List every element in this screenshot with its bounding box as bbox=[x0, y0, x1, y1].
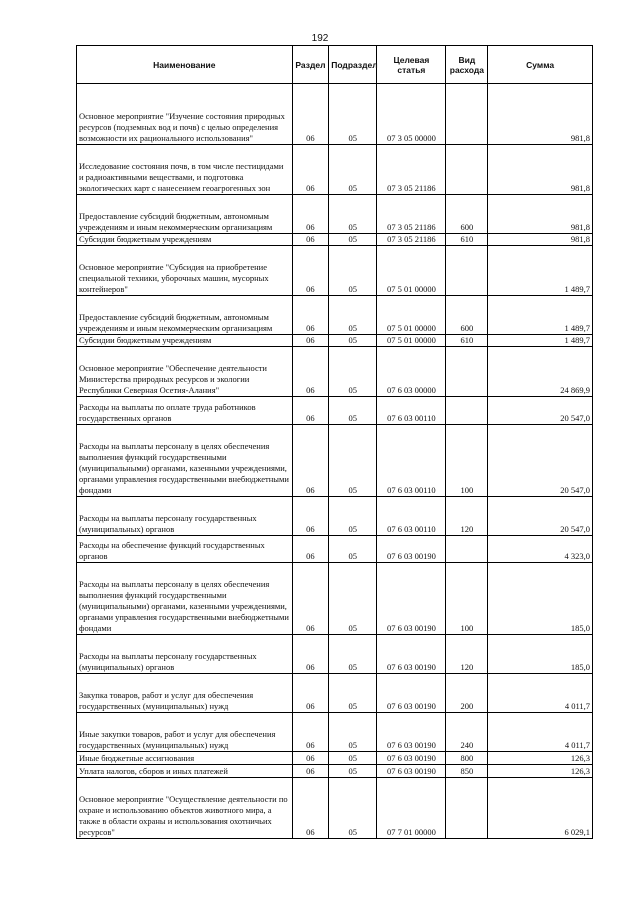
row-target: 07 3 05 21186 bbox=[377, 195, 446, 234]
row-name: Предоставление субсидий бюджетным, автономным учреждениям и иным некоммерческим организациям bbox=[77, 195, 293, 234]
row-subsection: 05 bbox=[329, 497, 377, 536]
row-target: 07 6 03 00000 bbox=[377, 347, 446, 397]
header-subsection: Подраздел bbox=[329, 46, 377, 84]
row-amount: 126,3 bbox=[488, 752, 593, 765]
row-name: Расходы на выплаты персоналу в целях обеспечения выполнения функций государственными (муниципальными) органами, казенными учреждениями, органами управления государственными внебюджетными фондами bbox=[77, 563, 293, 635]
row-subsection: 05 bbox=[329, 347, 377, 397]
row-subsection: 05 bbox=[329, 84, 377, 145]
table-row bbox=[77, 765, 593, 778]
row-expense-type: 800 bbox=[446, 752, 488, 765]
row-name: Расходы на выплаты персоналу государственных (муниципальных) органов bbox=[77, 635, 293, 674]
row-name: Основное мероприятие "Обеспечение деятельности Министерства природных ресурсов и экологии Республики Северная Осетия-Алания" bbox=[77, 347, 293, 397]
table-row bbox=[77, 397, 593, 425]
row-expense-type bbox=[446, 246, 488, 296]
row-name: Расходы на выплаты персоналу в целях обеспечения выполнения функций государственными (муниципальными) органами, казенными учреждениями, органами управления государственными внебюджетными фондами bbox=[77, 425, 293, 497]
table-row bbox=[77, 246, 593, 296]
table-row bbox=[77, 335, 593, 347]
row-expense-type: 100 bbox=[446, 563, 488, 635]
table-row bbox=[77, 635, 593, 674]
row-target: 07 7 01 00000 bbox=[377, 778, 446, 839]
row-section: 06 bbox=[292, 536, 329, 563]
row-target: 07 6 03 00190 bbox=[377, 752, 446, 765]
row-name: Субсидии бюджетным учреждениям bbox=[77, 234, 293, 246]
page-number: 192 bbox=[311, 33, 329, 44]
row-section: 06 bbox=[292, 234, 329, 246]
row-section: 06 bbox=[292, 84, 329, 145]
row-subsection: 05 bbox=[329, 635, 377, 674]
row-section: 06 bbox=[292, 497, 329, 536]
row-expense-type: 600 bbox=[446, 195, 488, 234]
row-name: Предоставление субсидий бюджетным, автономным учреждениям и иным некоммерческим организациям bbox=[77, 296, 293, 335]
row-name: Исследование состояния почв, в том числе пестицидами и радиоактивными веществами, и подготовка экологических карт с нанесением геоагрогенных зон bbox=[77, 145, 293, 195]
row-section: 06 bbox=[292, 335, 329, 347]
row-name: Уплата налогов, сборов и иных платежей bbox=[77, 765, 293, 778]
table-row bbox=[77, 425, 593, 497]
row-section: 06 bbox=[292, 674, 329, 713]
row-section: 06 bbox=[292, 778, 329, 839]
row-name: Закупка товаров, работ и услуг для обеспечения государственных (муниципальных) нужд bbox=[77, 674, 293, 713]
header-target: Целевая статья bbox=[377, 46, 446, 84]
row-amount: 20 547,0 bbox=[488, 425, 593, 497]
row-expense-type bbox=[446, 778, 488, 839]
row-amount: 20 547,0 bbox=[488, 397, 593, 425]
row-expense-type: 610 bbox=[446, 234, 488, 246]
row-name: Расходы на выплаты по оплате труда работников государственных органов bbox=[77, 397, 293, 425]
row-target: 07 3 05 21186 bbox=[377, 145, 446, 195]
row-expense-type bbox=[446, 536, 488, 563]
table-row bbox=[77, 536, 593, 563]
row-subsection: 05 bbox=[329, 752, 377, 765]
row-section: 06 bbox=[292, 145, 329, 195]
row-expense-type bbox=[446, 84, 488, 145]
header-name: Наименование bbox=[77, 46, 293, 84]
row-subsection: 05 bbox=[329, 296, 377, 335]
row-target: 07 6 03 00190 bbox=[377, 674, 446, 713]
row-target: 07 5 01 00000 bbox=[377, 296, 446, 335]
row-section: 06 bbox=[292, 296, 329, 335]
row-target: 07 6 03 00190 bbox=[377, 536, 446, 563]
table-row bbox=[77, 296, 593, 335]
row-target: 07 6 03 00110 bbox=[377, 497, 446, 536]
row-subsection: 05 bbox=[329, 397, 377, 425]
row-expense-type bbox=[446, 145, 488, 195]
row-target: 07 6 03 00110 bbox=[377, 425, 446, 497]
row-section: 06 bbox=[292, 195, 329, 234]
row-subsection: 05 bbox=[329, 195, 377, 234]
row-section: 06 bbox=[292, 713, 329, 752]
row-subsection: 05 bbox=[329, 674, 377, 713]
row-name: Расходы на обеспечение функций государственных органов bbox=[77, 536, 293, 563]
row-section: 06 bbox=[292, 246, 329, 296]
row-amount: 981,8 bbox=[488, 234, 593, 246]
row-amount: 4 011,7 bbox=[488, 674, 593, 713]
row-target: 07 3 05 21186 bbox=[377, 234, 446, 246]
row-subsection: 05 bbox=[329, 765, 377, 778]
row-amount: 185,0 bbox=[488, 635, 593, 674]
row-amount: 6 029,1 bbox=[488, 778, 593, 839]
row-subsection: 05 bbox=[329, 425, 377, 497]
row-target: 07 5 01 00000 bbox=[377, 246, 446, 296]
row-amount: 4 011,7 bbox=[488, 713, 593, 752]
row-expense-type: 200 bbox=[446, 674, 488, 713]
row-subsection: 05 bbox=[329, 246, 377, 296]
row-target: 07 6 03 00190 bbox=[377, 635, 446, 674]
row-expense-type: 850 bbox=[446, 765, 488, 778]
header-expense-type: Вид расхода bbox=[446, 46, 488, 84]
row-target: 07 5 01 00000 bbox=[377, 335, 446, 347]
row-amount: 981,8 bbox=[488, 84, 593, 145]
row-expense-type: 100 bbox=[446, 425, 488, 497]
row-section: 06 bbox=[292, 635, 329, 674]
row-target: 07 6 03 00190 bbox=[377, 765, 446, 778]
row-subsection: 05 bbox=[329, 713, 377, 752]
row-subsection: 05 bbox=[329, 563, 377, 635]
table-row bbox=[77, 674, 593, 713]
row-expense-type: 600 bbox=[446, 296, 488, 335]
row-expense-type: 240 bbox=[446, 713, 488, 752]
row-amount: 1 489,7 bbox=[488, 296, 593, 335]
row-subsection: 05 bbox=[329, 335, 377, 347]
table-row bbox=[77, 497, 593, 536]
row-subsection: 05 bbox=[329, 145, 377, 195]
row-target: 07 6 03 00190 bbox=[377, 713, 446, 752]
row-name: Основное мероприятие "Изучение состояния природных ресурсов (подземных вод и почв) с целью определения возможности их рационального использования" bbox=[77, 84, 293, 145]
table-row bbox=[77, 778, 593, 839]
table-row bbox=[77, 752, 593, 765]
header-section: Раздел bbox=[292, 46, 329, 84]
row-expense-type bbox=[446, 397, 488, 425]
table-row bbox=[77, 84, 593, 145]
row-amount: 981,8 bbox=[488, 145, 593, 195]
row-section: 06 bbox=[292, 752, 329, 765]
row-amount: 126,3 bbox=[488, 765, 593, 778]
budget-table bbox=[76, 45, 593, 839]
row-name: Субсидии бюджетным учреждениям bbox=[77, 335, 293, 347]
row-target: 07 3 05 00000 bbox=[377, 84, 446, 145]
row-subsection: 05 bbox=[329, 536, 377, 563]
row-subsection: 05 bbox=[329, 778, 377, 839]
table-row bbox=[77, 234, 593, 246]
row-amount: 20 547,0 bbox=[488, 497, 593, 536]
table-header-row bbox=[77, 46, 593, 84]
row-amount: 981,8 bbox=[488, 195, 593, 234]
row-section: 06 bbox=[292, 347, 329, 397]
row-expense-type: 120 bbox=[446, 497, 488, 536]
row-target: 07 6 03 00110 bbox=[377, 397, 446, 425]
row-name: Основное мероприятие "Осуществление деятельности по охране и использованию объектов животного мира, а также в области охраны и использования охотничьих ресурсов" bbox=[77, 778, 293, 839]
row-amount: 1 489,7 bbox=[488, 246, 593, 296]
row-target: 07 6 03 00190 bbox=[377, 563, 446, 635]
table-row bbox=[77, 713, 593, 752]
row-section: 06 bbox=[292, 563, 329, 635]
table-row bbox=[77, 145, 593, 195]
table-row bbox=[77, 195, 593, 234]
row-expense-type bbox=[446, 347, 488, 397]
row-section: 06 bbox=[292, 765, 329, 778]
table-row bbox=[77, 563, 593, 635]
row-name: Основное мероприятие "Субсидия на приобретение специальной техники, уборочных машин, мусорных контейнеров" bbox=[77, 246, 293, 296]
row-amount: 4 323,0 bbox=[488, 536, 593, 563]
row-name: Иные бюджетные ассигнования bbox=[77, 752, 293, 765]
row-amount: 24 869,9 bbox=[488, 347, 593, 397]
row-amount: 1 489,7 bbox=[488, 335, 593, 347]
row-amount: 185,0 bbox=[488, 563, 593, 635]
row-name: Расходы на выплаты персоналу государственных (муниципальных) органов bbox=[77, 497, 293, 536]
row-name: Иные закупки товаров, работ и услуг для обеспечения государственных (муниципальных) нужд bbox=[77, 713, 293, 752]
table-row bbox=[77, 347, 593, 397]
row-section: 06 bbox=[292, 425, 329, 497]
row-expense-type: 610 bbox=[446, 335, 488, 347]
row-subsection: 05 bbox=[329, 234, 377, 246]
row-section: 06 bbox=[292, 397, 329, 425]
row-expense-type: 120 bbox=[446, 635, 488, 674]
header-amount: Сумма bbox=[488, 46, 593, 84]
